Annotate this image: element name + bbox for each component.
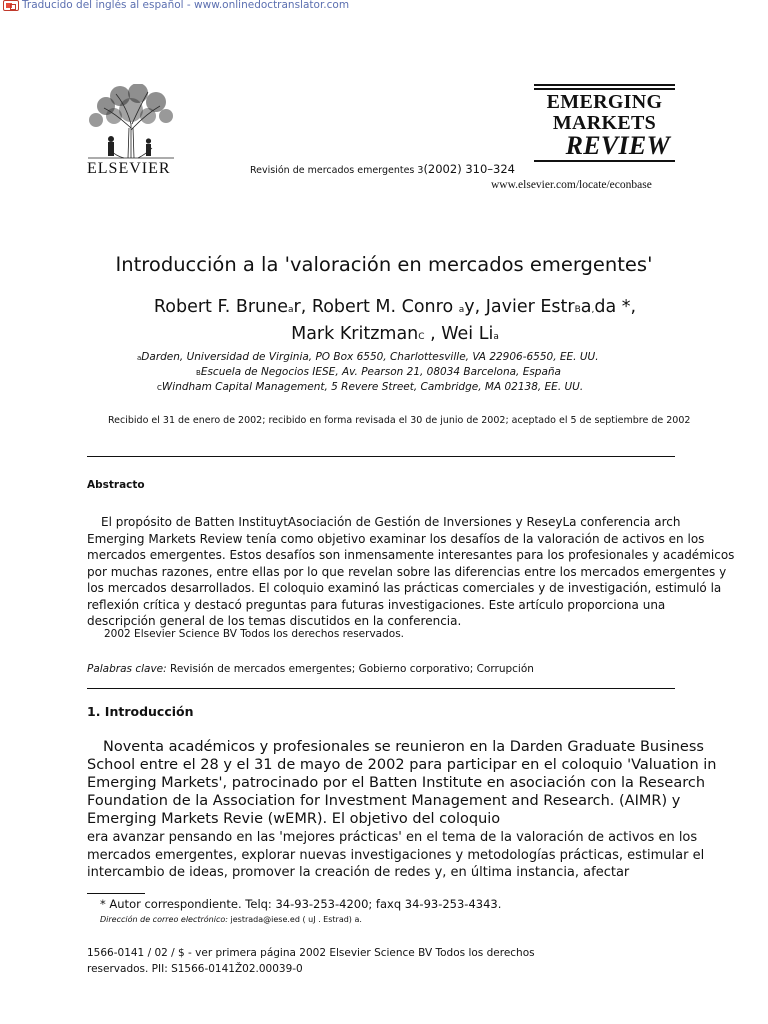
translator-icon xyxy=(3,0,19,11)
masthead-line: REVIEW xyxy=(565,131,670,160)
affiliation-mark: C xyxy=(157,384,162,392)
author-affil-mark: B xyxy=(574,305,581,315)
abstract-body xyxy=(87,514,737,630)
journal-masthead xyxy=(534,84,675,164)
author-affil-mark: a xyxy=(493,332,499,342)
masthead-line: MARKETS xyxy=(552,112,657,134)
article-title: Introducción a la 'valoración en mercados emergentes' xyxy=(115,253,653,276)
author-affil-mark: , xyxy=(591,305,595,315)
author-name: Robert F. Brune xyxy=(153,297,288,317)
author-affil-mark: a xyxy=(288,305,294,315)
abstract-copyright: 2002 Elsevier Science BV Todos los derechos reservados. xyxy=(104,628,404,640)
divider xyxy=(87,456,675,457)
affiliation xyxy=(137,351,599,363)
keywords-label: Palabras clave: xyxy=(87,663,167,675)
publisher-name: ELSEVIER xyxy=(87,160,171,177)
affiliation xyxy=(196,366,561,378)
footnote-corresponding-author: * Autor correspondiente. Telq: 34-93-253-4200; faxq 34-93-253-4343. xyxy=(100,897,502,911)
abstract-heading: Abstracto xyxy=(87,479,145,491)
footer-line: 1566-0141 / 02 / $ - ver primera página 2002 Elsevier Science BV Todos los derechos xyxy=(87,947,535,959)
journal-url[interactable]: www.elsevier.com/locate/econbase xyxy=(491,179,652,191)
affiliation-mark: B xyxy=(196,369,201,377)
affiliation-text: Windham Capital Management, 5 Revere Street, Cambridge, MA 02138, EE. UU. xyxy=(161,381,584,393)
journal-citation-name: Revisión de mercados emergentes 3 xyxy=(250,165,424,176)
translator-link[interactable]: Traducido del inglés al español - www.onlinedoctranslator.com xyxy=(22,0,350,11)
author-affil-mark: a xyxy=(458,305,465,315)
footnote-rule xyxy=(87,893,145,894)
abstract-text: El propósito de Batten InstituytAsociación de Gestión de Inversiones y ReseyLa conferencia arch Emerging Markets Review tenía como objetivo examinar los desafíos de la valoración de activos en los mercados emergentes. Estos desafíos son inmensamente interesantes para los profesionales y académicos por muchas razones, entre ellas por lo que revelan sobre las diferencias entre los mercados emergentes y los mercados desarrollados. El coloquio examinó las prácticas comerciales y de investigación, estimuló la reflexión crítica y destacó preguntas para futuras investigaciones. Este artículo proporciona una descripción general de los temas discutidos en la conferencia. xyxy=(87,515,735,628)
translator-banner[interactable] xyxy=(3,0,349,11)
article-dates: Recibido el 31 de enero de 2002; recibido en forma revisada el 30 de junio de 2002; aceptado el 5 de septiembre de 2002 xyxy=(108,415,691,426)
author-name: y, Javier Estr xyxy=(464,297,575,317)
journal-citation xyxy=(250,162,515,176)
footnote-email xyxy=(100,915,362,924)
footer-line: reservados. PII: S1566-0141Ž02.00039-0 xyxy=(87,962,303,975)
email-address[interactable]: jestrada@iese.ed ( uJ . Estrad) a. xyxy=(227,915,362,924)
intro-text: Noventa académicos y profesionales se reunieron en la Darden Graduate Business School entre el 28 y el 31 de mayo de 2002 para participar en el coloquio 'Valuation in Emerging Markets', patrocinado por el Batten Institute en asociación con la Research Foundation de la Association for Investment Management and Research. (AIMR) y Emerging Markets Revie (wEMR). El objetivo del coloquio xyxy=(87,739,717,827)
journal-citation-volume: (2002) 310–324 xyxy=(423,162,515,176)
affiliation-text: Darden, Universidad de Virginia, PO Box 6550, Charlottesville, VA 22906-6550, EE. UU. xyxy=(141,351,599,363)
keywords xyxy=(87,663,534,675)
page-footer xyxy=(87,946,567,977)
divider xyxy=(87,688,675,689)
affiliation xyxy=(157,381,583,393)
author-name: da *, xyxy=(594,297,637,317)
author-name: Mark Kritzman xyxy=(291,324,419,344)
masthead-rule xyxy=(534,84,675,86)
keywords-text: Revisión de mercados emergentes; Gobierno corporativo; Corrupción xyxy=(166,663,534,675)
elsevier-tree-logo xyxy=(86,84,176,160)
affiliation-text: Escuela de Negocios IESE, Av. Pearson 21, 08034 Barcelona, España xyxy=(200,366,561,378)
masthead-line: EMERGING xyxy=(546,91,663,113)
intro-paragraph xyxy=(87,738,727,828)
email-label: Dirección de correo electrónico: xyxy=(100,915,228,924)
author-line-2 xyxy=(0,322,768,349)
intro-paragraph-continued: era avanzar pensando en las 'mejores prácticas' en el tema de la valoración de activos en los mercados emergentes, explorar nuevas investigaciones y metodologías prácticas, estimular el intercambio de ideas, promover la creación de redes y, en última instancia, afectar xyxy=(87,830,705,880)
author-name: a xyxy=(580,297,592,317)
author-affil-mark: C xyxy=(418,332,425,342)
section-heading: 1. Introducción xyxy=(87,704,194,719)
author-line-1 xyxy=(0,295,768,322)
author-name: r, Robert M. Conro xyxy=(293,297,459,317)
author-list xyxy=(0,295,768,349)
masthead-rule xyxy=(534,88,675,90)
masthead-rule xyxy=(534,160,675,162)
affiliation-mark: a xyxy=(137,354,142,362)
author-name: , Wei Li xyxy=(424,324,494,344)
